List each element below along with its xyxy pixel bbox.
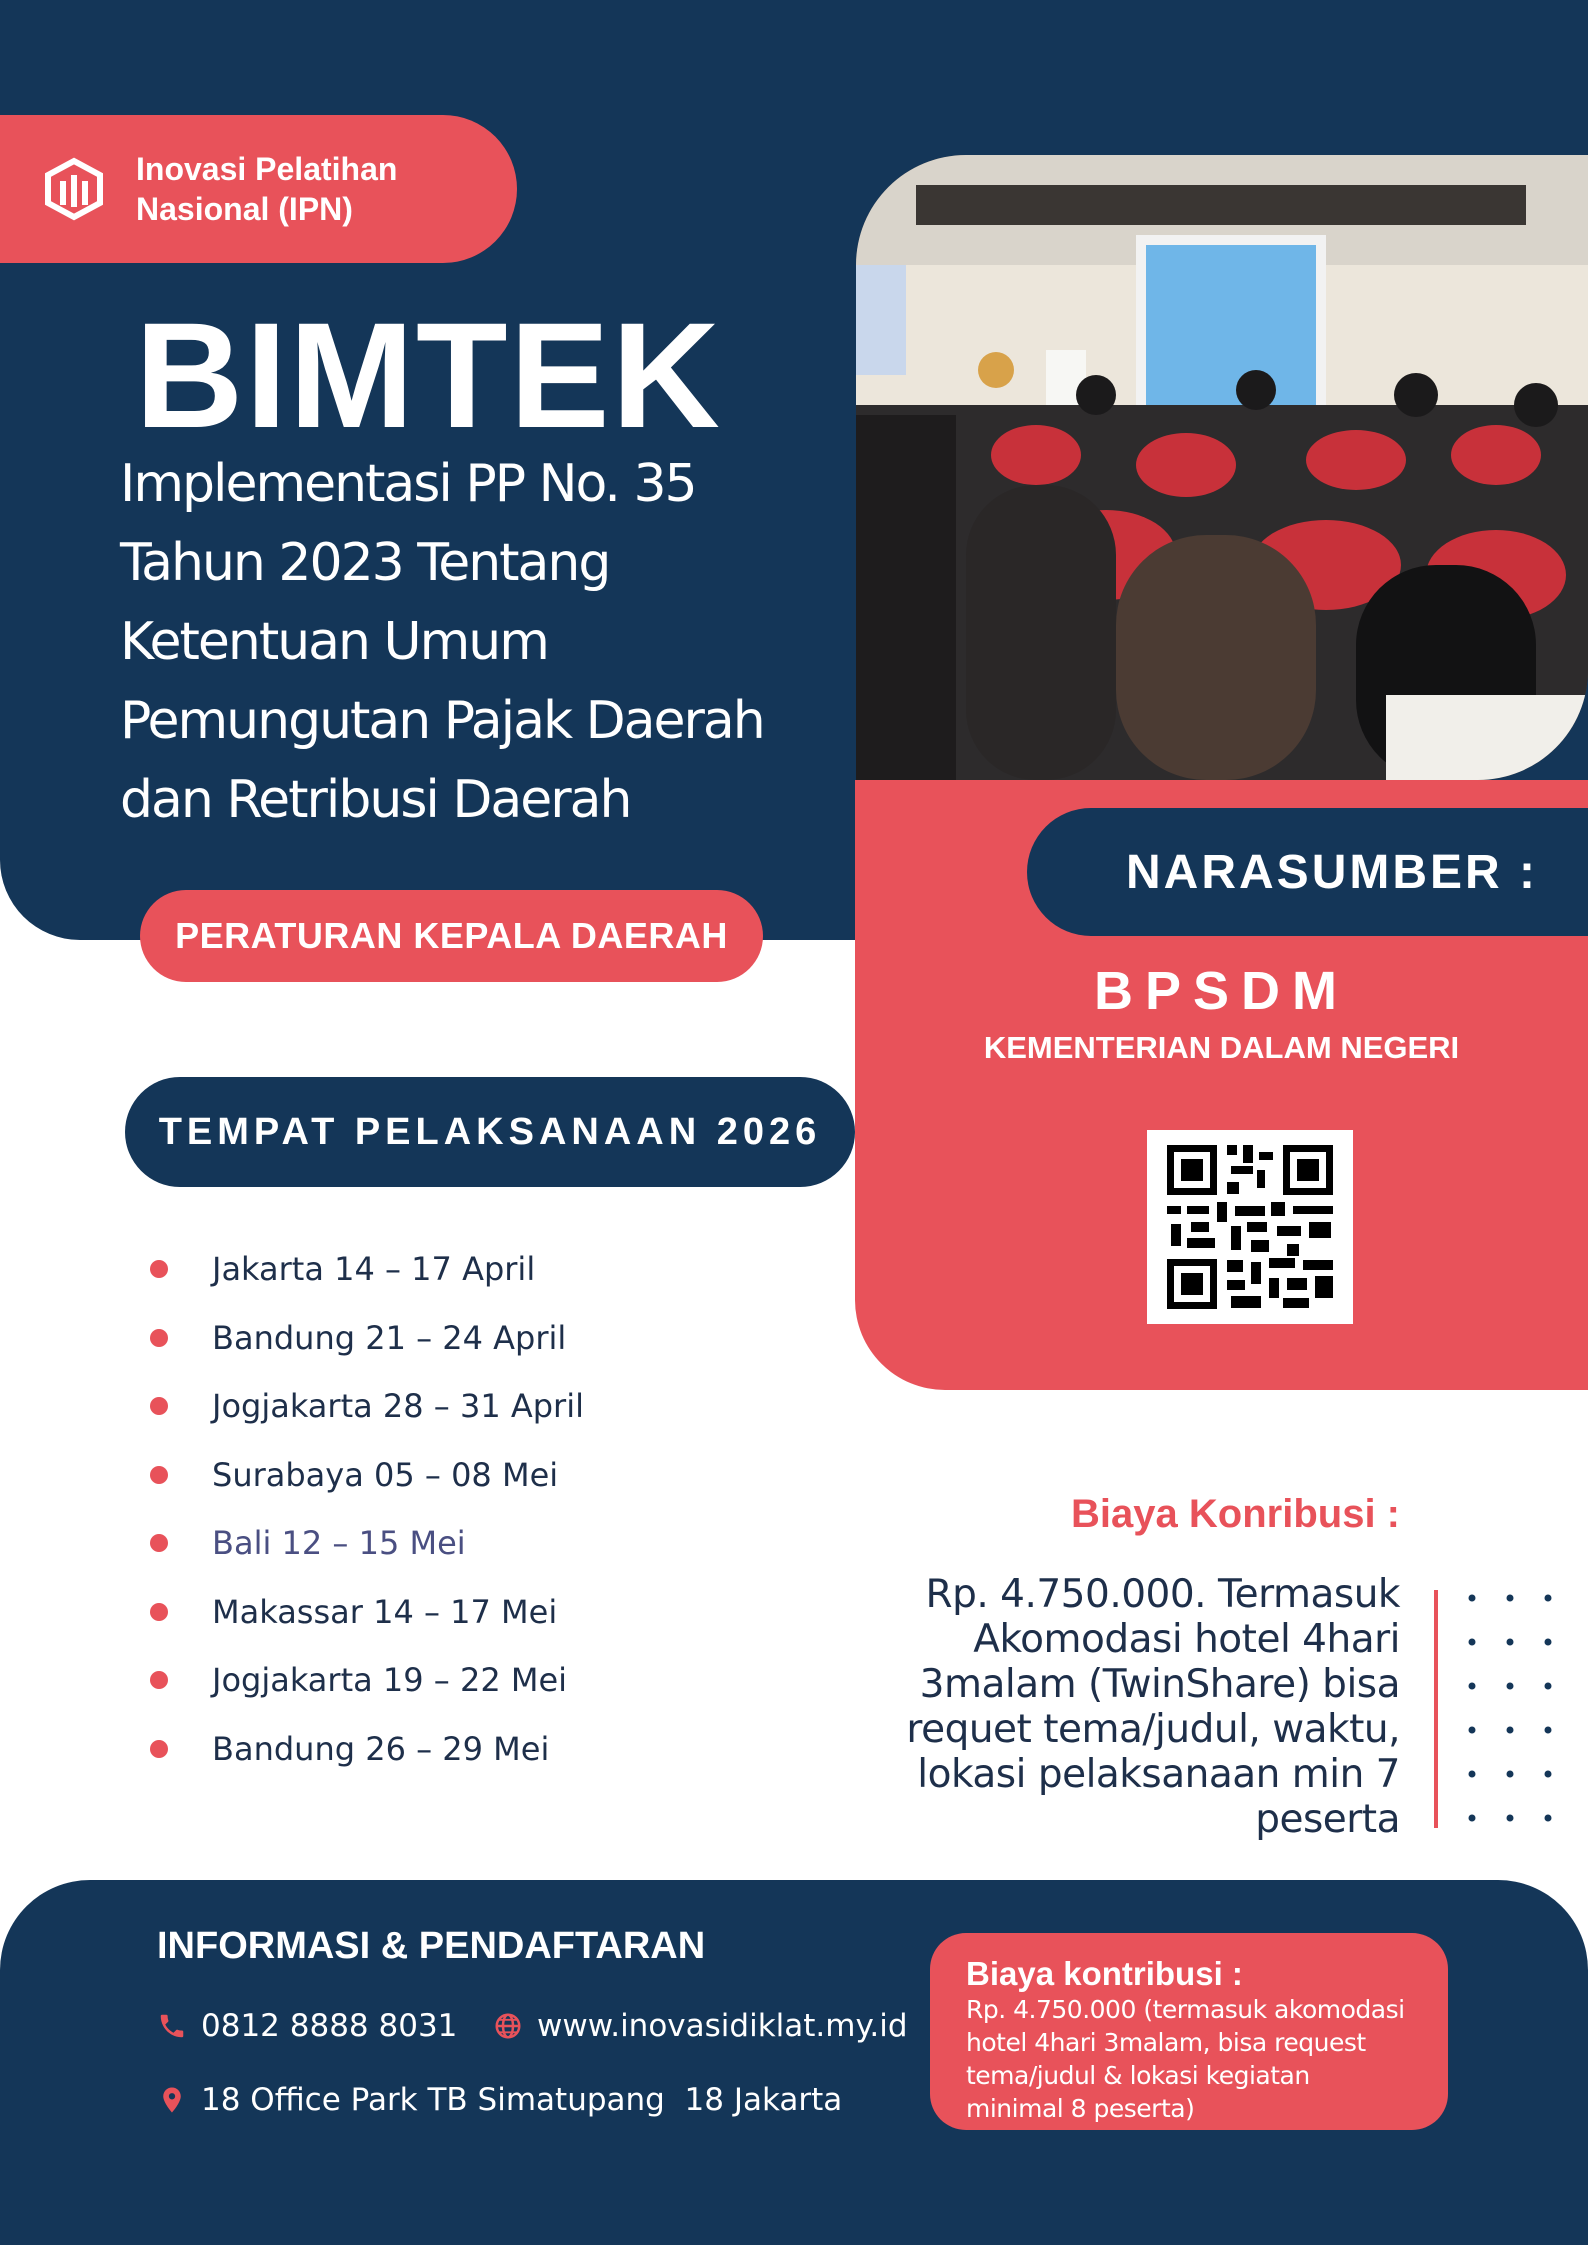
website-link[interactable] (493, 2008, 908, 2044)
fee-divider (1434, 1590, 1438, 1828)
qr-code[interactable] (1147, 1130, 1353, 1324)
website-url: www.inovasidiklat.my.id (537, 2008, 908, 2044)
schedule-item (150, 1235, 584, 1304)
regulation-badge: PERATURAN KEPALA DAERAH (140, 890, 763, 982)
phone-contact[interactable] (157, 2008, 457, 2044)
brand-name-line2: Nasional (IPN) (136, 191, 353, 227)
address-text: 18 Office Park TB Simatupang 18 Jakarta (201, 2082, 843, 2118)
address (157, 2082, 842, 2118)
bullet-icon (150, 1603, 168, 1621)
schedule-item-text: Bali 12 – 15 Mei (212, 1524, 466, 1563)
venue-heading: TEMPAT PELAKSANAAN 2026 (125, 1077, 855, 1187)
subtitle-line: Implementasi PP No. 35 (120, 454, 696, 514)
fee-description: Rp. 4.750.000. Termasuk Akomodasi hotel 4hari 3malam (TwinShare) bisa requet tema/judul, waktu, lokasi pelaksanaan min 7 peserta (906, 1572, 1400, 1842)
schedule-item-text: Jakarta 14 – 17 April (212, 1250, 536, 1289)
page-subtitle (120, 445, 840, 840)
bullet-icon (150, 1671, 168, 1689)
subtitle-line: Ketentuan Umum (120, 612, 548, 672)
schedule-item (150, 1304, 584, 1373)
globe-icon (493, 2011, 523, 2041)
phone-number: 0812 8888 8031 (201, 2008, 458, 2044)
schedule-item (150, 1372, 584, 1441)
schedule-item (150, 1646, 584, 1715)
page-title: BIMTEK (135, 291, 722, 459)
brand-name-line1: Inovasi Pelatihan (136, 151, 398, 187)
phone-icon (157, 2011, 187, 2041)
speaker-organization: BPSDM (1093, 961, 1349, 1021)
brand-badge (0, 115, 517, 263)
fee-heading: Biaya Konribusi : (1071, 1492, 1400, 1536)
bullet-icon (150, 1740, 168, 1758)
schedule-list (150, 1235, 584, 1783)
location-pin-icon (157, 2084, 187, 2116)
schedule-item-text: Bandung 21 – 24 April (212, 1318, 567, 1357)
bullet-icon (150, 1397, 168, 1415)
subtitle-line: Tahun 2023 Tentang (120, 533, 610, 593)
fee-box-title: Biaya kontribusi : (966, 1955, 1243, 1992)
speaker-heading: NARASUMBER : (1027, 808, 1588, 936)
seminar-room-illustration (856, 155, 1588, 780)
fee-box (930, 1933, 1448, 2130)
schedule-item (150, 1441, 584, 1510)
bullet-icon (150, 1329, 168, 1347)
schedule-item-text: Makassar 14 – 17 Mei (212, 1592, 558, 1631)
brand-name (136, 149, 397, 229)
schedule-item (150, 1715, 584, 1784)
training-photo (856, 155, 1588, 780)
schedule-item-text: Jogjakarta 28 – 31 April (212, 1387, 584, 1426)
schedule-item (150, 1578, 584, 1647)
qr-code-icon (1147, 1130, 1353, 1324)
dot-pattern-icon (1462, 1590, 1562, 1830)
bullet-icon (150, 1260, 168, 1278)
speaker-ministry: KEMENTERIAN DALAM NEGERI (983, 1030, 1460, 1065)
bullet-icon (150, 1534, 168, 1552)
schedule-item-text: Jogjakarta 19 – 22 Mei (212, 1661, 568, 1700)
subtitle-line: Pemungutan Pajak Daerah (120, 691, 764, 751)
schedule-item (150, 1509, 584, 1578)
subtitle-line: dan Retribusi Daerah (120, 770, 631, 830)
bullet-icon (150, 1466, 168, 1484)
schedule-item-text: Bandung 26 – 29 Mei (212, 1729, 550, 1768)
fee-box-text: Rp. 4.750.000 (termasuk akomodasi hotel 4hari 3malam, bisa request tema/judul & lokasi kegiatan minimal 8 peserta) (966, 1995, 1405, 2123)
schedule-item-text: Surabaya 05 – 08 Mei (212, 1455, 559, 1494)
footer-heading: INFORMASI & PENDAFTARAN (157, 1925, 706, 1967)
ipn-logo-icon (42, 157, 106, 221)
